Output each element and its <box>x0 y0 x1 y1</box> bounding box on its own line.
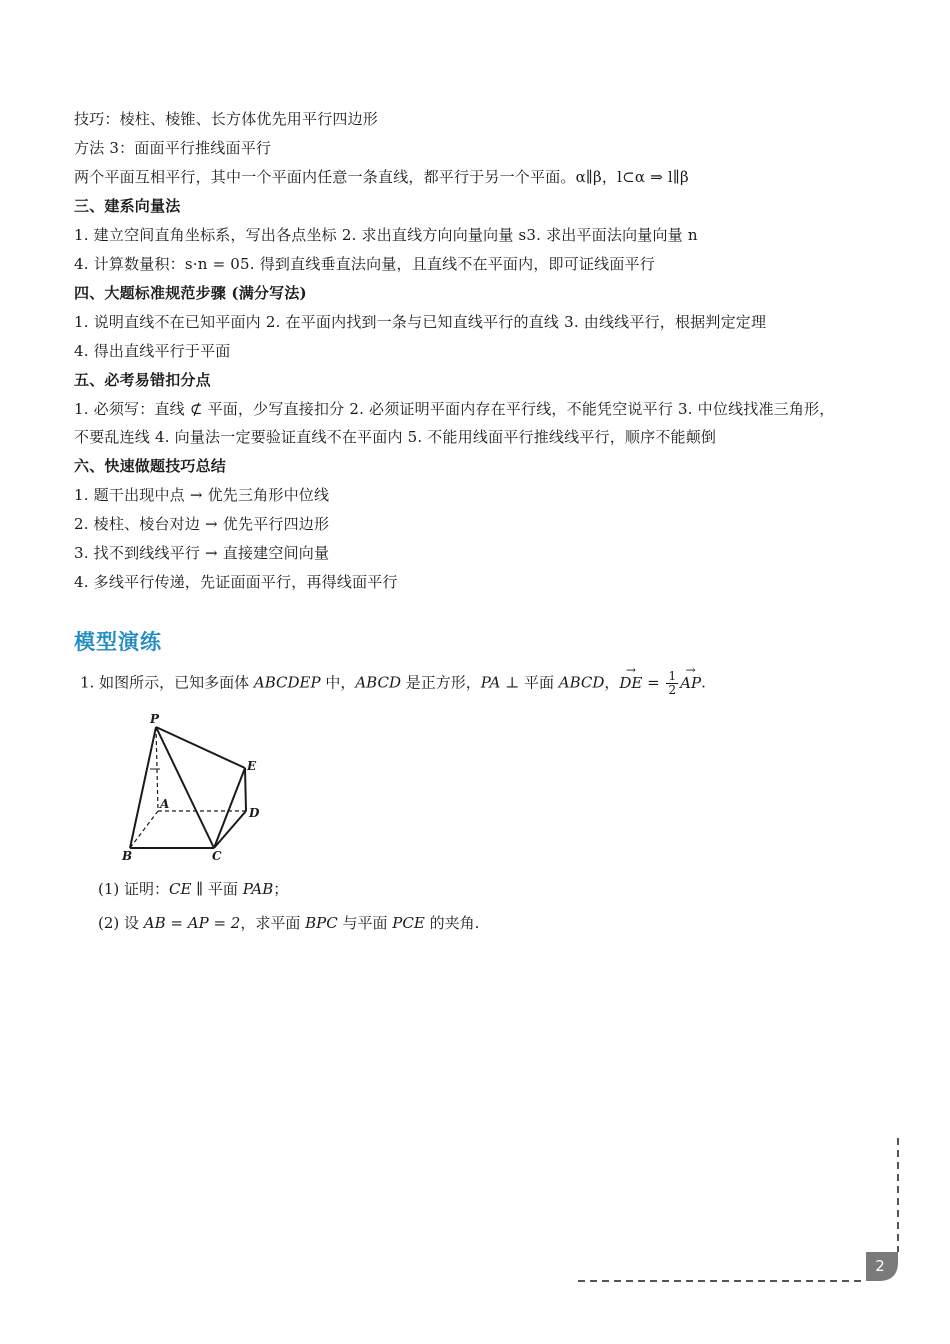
question-1: 1. 如图所示，已知多面体 ABCDEP 中，ABCD 是正方形，PA ⊥ 平面 ABCD，→ DE = $\frac{1}{2}$ → AP. <box>80 670 706 697</box>
text-line: 技巧：棱柱、棱锥、长方体优先用平行四边形 <box>74 110 379 128</box>
heading: 六、快速做题技巧总结 <box>74 457 227 475</box>
text-line: 4. 得出直线平行于平面 <box>74 342 231 360</box>
text-line: 1. 说明直线不在已知平面内 2. 在平面内找到一条与已知直线平行的直线 3. 由线线平行，根据判定定理 <box>74 313 767 331</box>
page-number: 2 <box>875 1257 885 1275</box>
vector-de: → DE <box>619 673 642 693</box>
label-b: B <box>122 849 133 863</box>
label-d: D <box>249 806 260 820</box>
label-c: C <box>212 849 222 863</box>
label-e: E <box>247 759 257 773</box>
text-line: 1. 题干出现中点 → 优先三角形中位线 <box>74 486 330 504</box>
text-line: 3. 找不到线线平行 → 直接建空间向量 <box>74 544 330 562</box>
label-a: A <box>160 797 170 811</box>
sub-question-2: (2) 设 AB = AP = 2，求平面 BPC 与平面 PCE 的夹角. <box>98 914 480 932</box>
heading: 五、必考易错扣分点 <box>74 371 211 389</box>
text-line: 不要乱连线 4. 向量法一定要验证直线不在平面内 5. 不能用线面平行推线线平行，顺序不能颠倒 <box>74 428 717 446</box>
text-line: 4. 多线平行传递，先证面面平行，再得线面平行 <box>74 573 398 591</box>
heading: 四、大题标准规范步骤 (满分写法) <box>74 284 307 302</box>
text-line: 4. 计算数量积：s·n = 05. 得到直线垂直法向量，且直线不在平面内，即可证线面平行 <box>74 255 655 273</box>
text-line: 两个平面互相平行，其中一个平面内任意一条直线，都平行于另一个平面。α∥β，l⊂α ⇒ l∥β <box>74 168 689 186</box>
fraction: $\frac{1}{2}$ <box>668 669 677 697</box>
text-line: 方法 3：面面平行推线面平行 <box>74 139 272 157</box>
text-line: 2. 棱柱、棱台对边 → 优先平行四边形 <box>74 515 330 533</box>
section-title: 模型演练 <box>74 630 162 654</box>
sub-question-1: (1) 证明：CE ∥ 平面 PAB； <box>98 880 289 898</box>
text-line: 1. 必须写：直线 ⊄ 平面，少写直接扣分 2. 必须证明平面内存在平行线，不能凭空说平行 3. 中位线找准三角形， <box>74 400 835 418</box>
label-p: P <box>150 712 160 726</box>
text-line: 1. 建立空间直角坐标系，写出各点坐标 2. 求出直线方向向量向量 s3. 求出平面法向量向量 n <box>74 226 698 244</box>
heading: 三、建系向量法 <box>74 197 181 215</box>
vector-ap: → AP <box>680 673 701 693</box>
